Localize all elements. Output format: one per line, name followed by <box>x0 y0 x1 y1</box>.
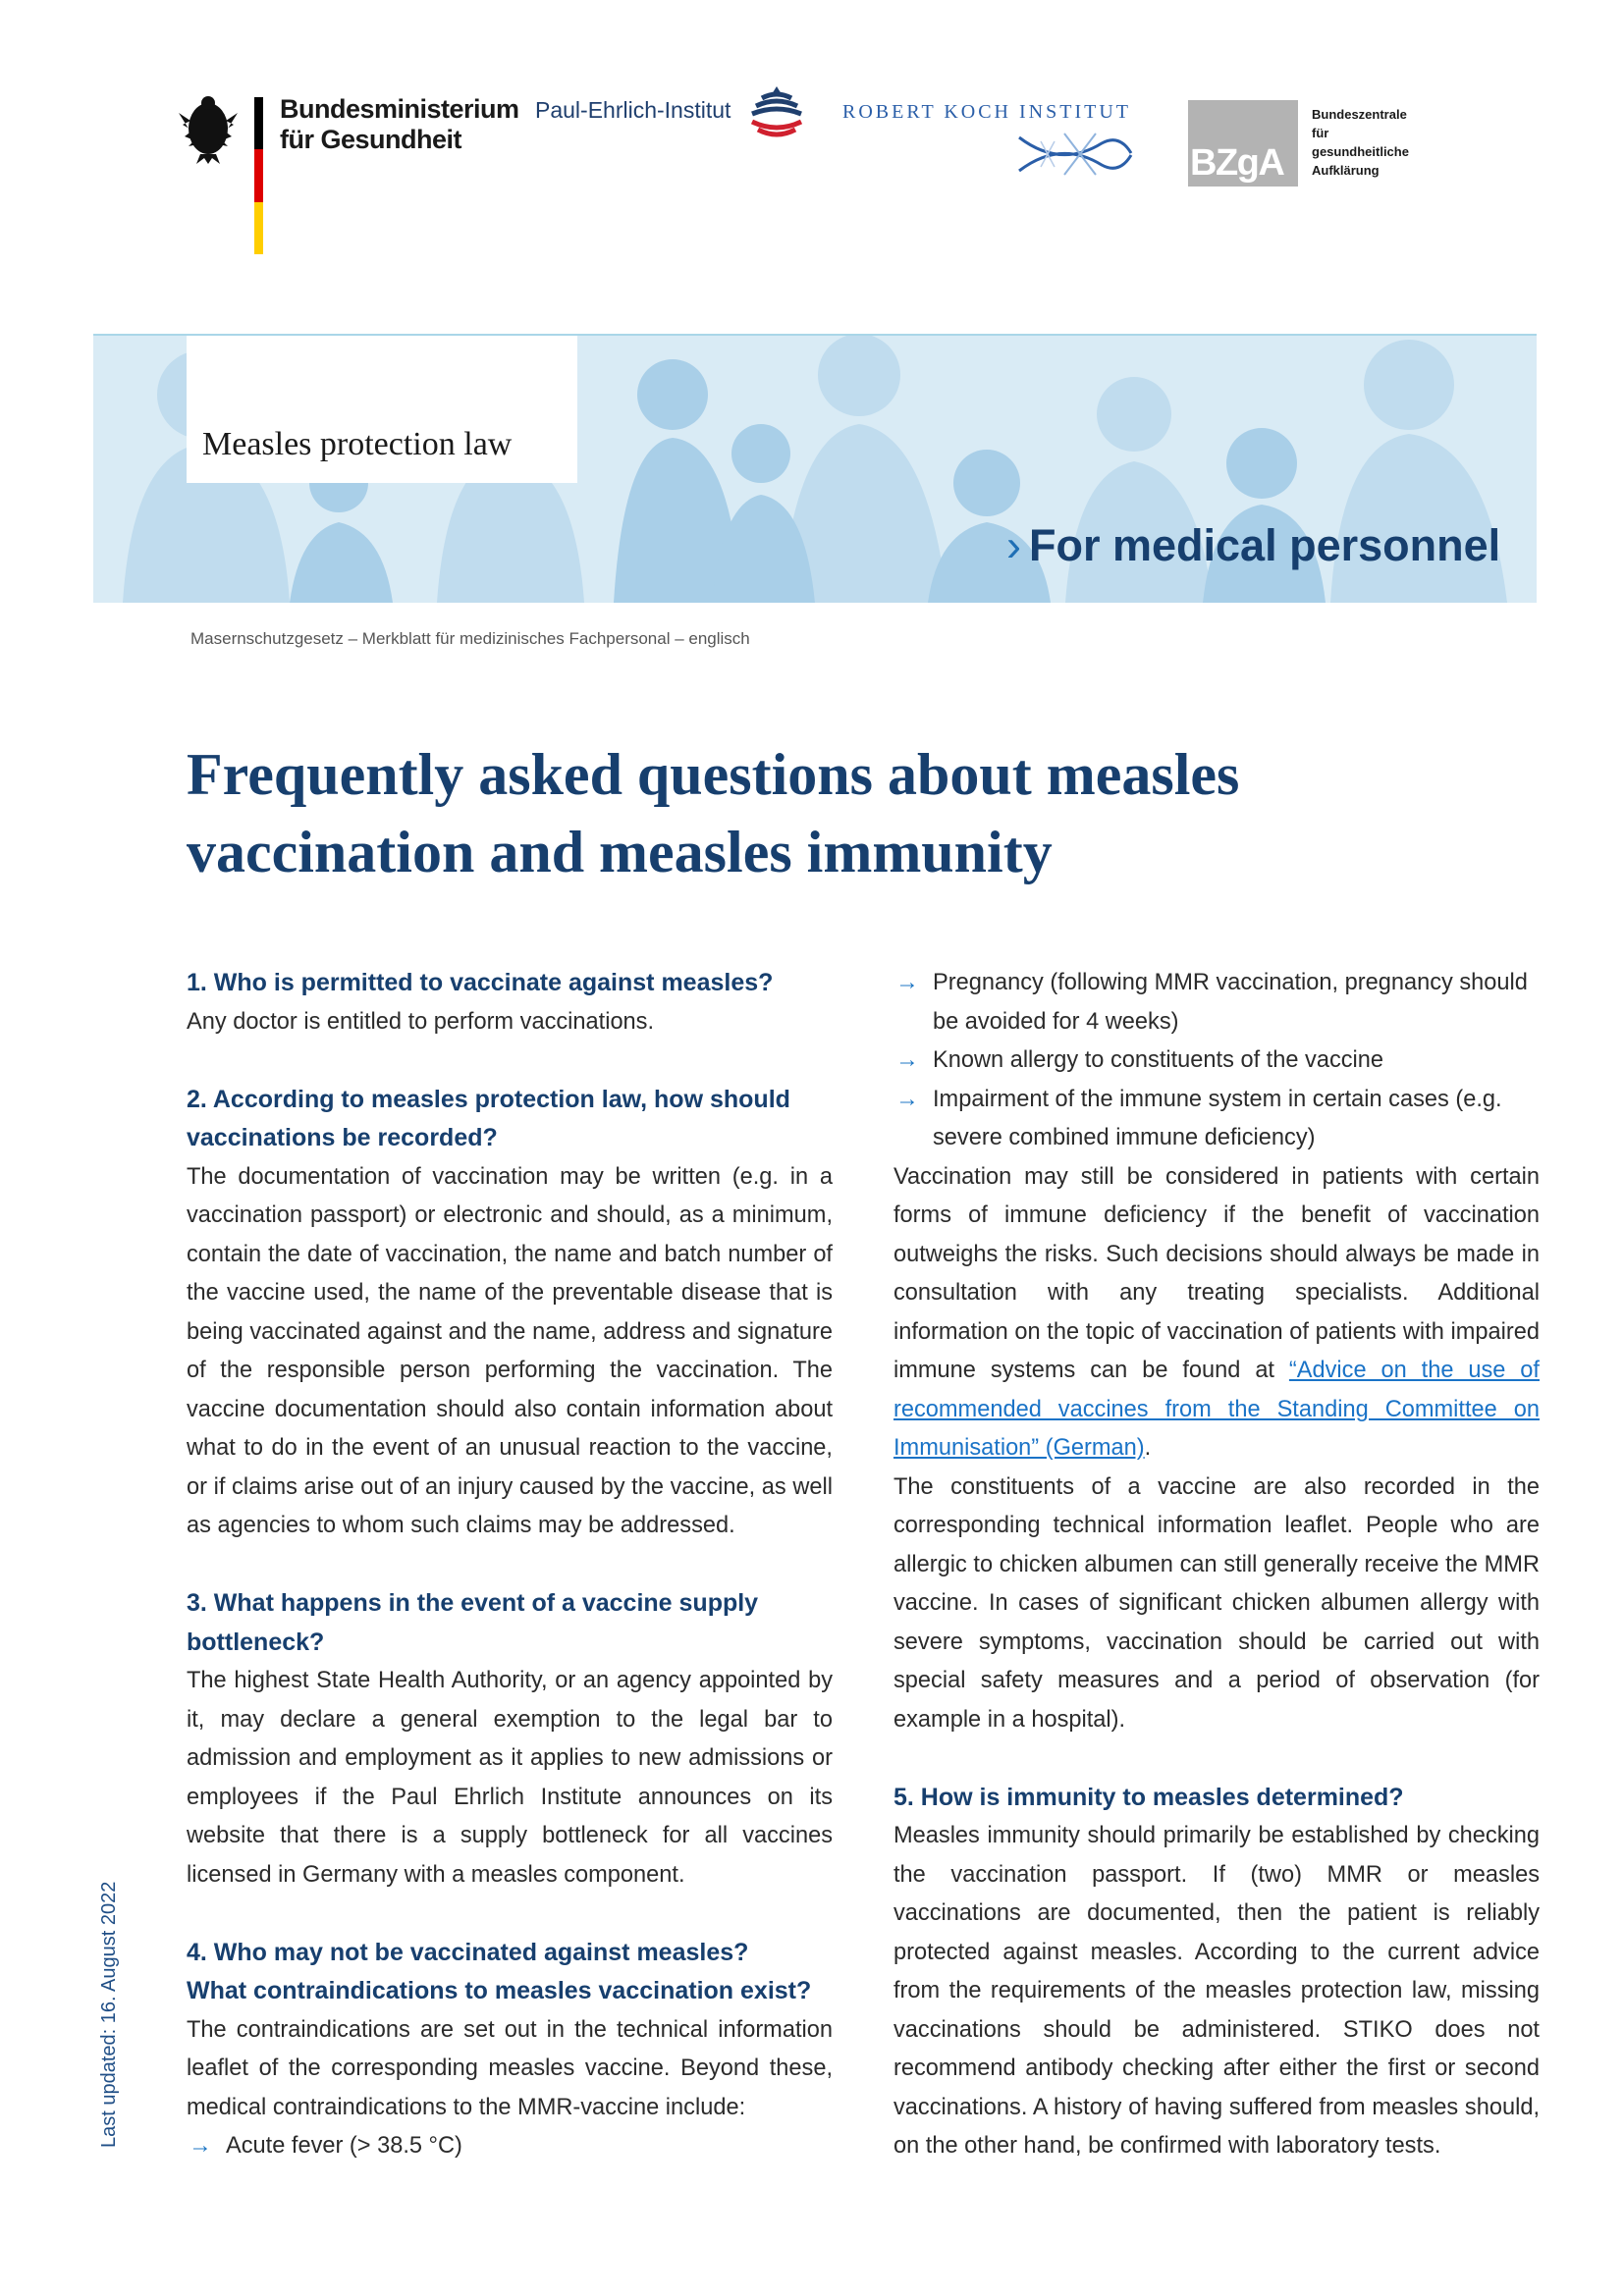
bmg-logo-text: Bundesministerium für Gesundheit <box>280 94 519 154</box>
faq-answer-3: The highest State Health Authority, or an agency appointed by it, may declare a general exemption to the legal bar to admission and employment as it applies to new admissions or employees if the Paul Ehrlich Institute announces on its website that there is a supply bottleneck for all vaccines licensed in Germany with a measles component. <box>187 1668 833 1888</box>
banner-audience-heading: › For medical personnel <box>1006 520 1501 570</box>
faq-answer-1: Any doctor is entitled to perform vaccinations. <box>187 1008 655 1035</box>
chevron-right-icon: › <box>1006 520 1021 570</box>
list-item: → Impairment of the immune system in certain cases (e.g. severe combined immune deficiency) <box>893 1081 1540 1158</box>
bzga-logo-mark: BZgA <box>1188 100 1298 187</box>
arrow-right-icon: → <box>895 970 919 995</box>
faq-answer-5: Measles immunity should primarily be established by checking the vaccination passport. If (two) MMR or measles vaccinations are documented, then the patient is reliably protected against measles. According to the current advice from the requirements of the measles protection law, missing vaccinations should be administered. STIKO does not recommend antibody checking after either the first or second vaccinations. A history of having suffered from measles should, on the other hand, be confirmed with laboratory tests. <box>893 1823 1540 2159</box>
pei-logo-icon <box>748 84 805 139</box>
faq-question-4: 4. Who may not be vaccinated against measles? What contraindications to measles vaccination exist? <box>187 1938 812 2004</box>
arrow-right-icon: → <box>189 2133 212 2159</box>
faq-answer-4-constituents: The constituents of a vaccine are also recorded in the corresponding technical information leaflet. People who are allergic to chicken albumen can still generally receive the MMR vaccine. In cases of significant chicken albumen allergy with severe symptoms, vaccination should be carried out with special safety measures and a period of observation (for example in a hospital). <box>893 1473 1540 1733</box>
banner-topic-label: Measles protection law <box>187 336 577 483</box>
left-column <box>187 964 833 2166</box>
faq-answer-4-continued: Vaccination may still be considered in patients with certain forms of immune deficiency if the benefit of vaccination outweighs the risks. Such decisions should always be made in consultation with any treating specialists. Additional information on the topic of vaccination of patients with impaired immune systems can be found at “Advice on the use of recommended vaccines from the Standing Committee on Immunisation” (German). <box>893 1163 1540 1461</box>
rki-logo-text: ROBERT KOCH INSTITUT <box>842 101 1131 123</box>
list-item: → Acute fever (> 38.5 °C) <box>187 2127 833 2166</box>
right-column <box>893 964 1540 2166</box>
list-item: → Pregnancy (following MMR vaccination, pregnancy should be avoided for 4 weeks) <box>893 964 1540 1041</box>
arrow-right-icon: → <box>895 1086 919 1112</box>
faq-question-5: 5. How is immunity to measles determined? <box>893 1783 1404 1811</box>
page-title: Frequently asked questions about measles vaccination and measles immunity <box>187 742 1240 884</box>
federal-eagle-icon <box>177 95 240 164</box>
bzga-logo-text: Bundeszentrale für gesundheitliche Aufklärung <box>1312 107 1409 178</box>
document-subtitle: Masernschutzgesetz – Merkblatt für medizinisches Fachpersonal – englisch <box>190 629 750 648</box>
arrow-right-icon: → <box>895 1047 919 1073</box>
list-item: → Known allergy to constituents of the vaccine <box>893 1041 1540 1081</box>
last-updated-note: Last updated: 16. August 2022 <box>98 1881 120 2148</box>
faq-question-3: 3. What happens in the event of a vaccine supply bottleneck? <box>187 1589 759 1656</box>
faq-answer-2: The documentation of vaccination may be written (e.g. in a vaccination passport) or electronic and should, as a minimum, contain the date of vaccination, the name and batch number of the vaccine used, the name of the preventable disease that is being vaccinated against and the name, address and signature of the responsible person performing the vaccination. The vaccine documentation should also contain information about what to do in the event of an unusual reaction to the vaccine, or if claims arise out of an injury caused by the vaccine, as well as agencies to whom such claims may be addressed. <box>187 1163 833 1538</box>
faq-answer-4: The contraindications are set out in the technical information leaflet of the corresponding measles vaccine. Beyond these, medical contraindications to the MMR-vaccine include: <box>187 2016 833 2120</box>
pei-logo-text: Paul-Ehrlich-Institut <box>535 97 731 123</box>
rki-logo-icon <box>1011 130 1139 179</box>
faq-question-1: 1. Who is permitted to vaccinate against measles? <box>187 969 774 996</box>
faq-question-2: 2. According to measles protection law, how should vaccinations be recorded? <box>187 1085 790 1151</box>
stiko-advice-link[interactable]: “Advice on the use of recommended vaccines from the Standing Committee on Immunisation” (German) <box>893 1358 1540 1461</box>
german-flag-stripe <box>254 97 263 254</box>
